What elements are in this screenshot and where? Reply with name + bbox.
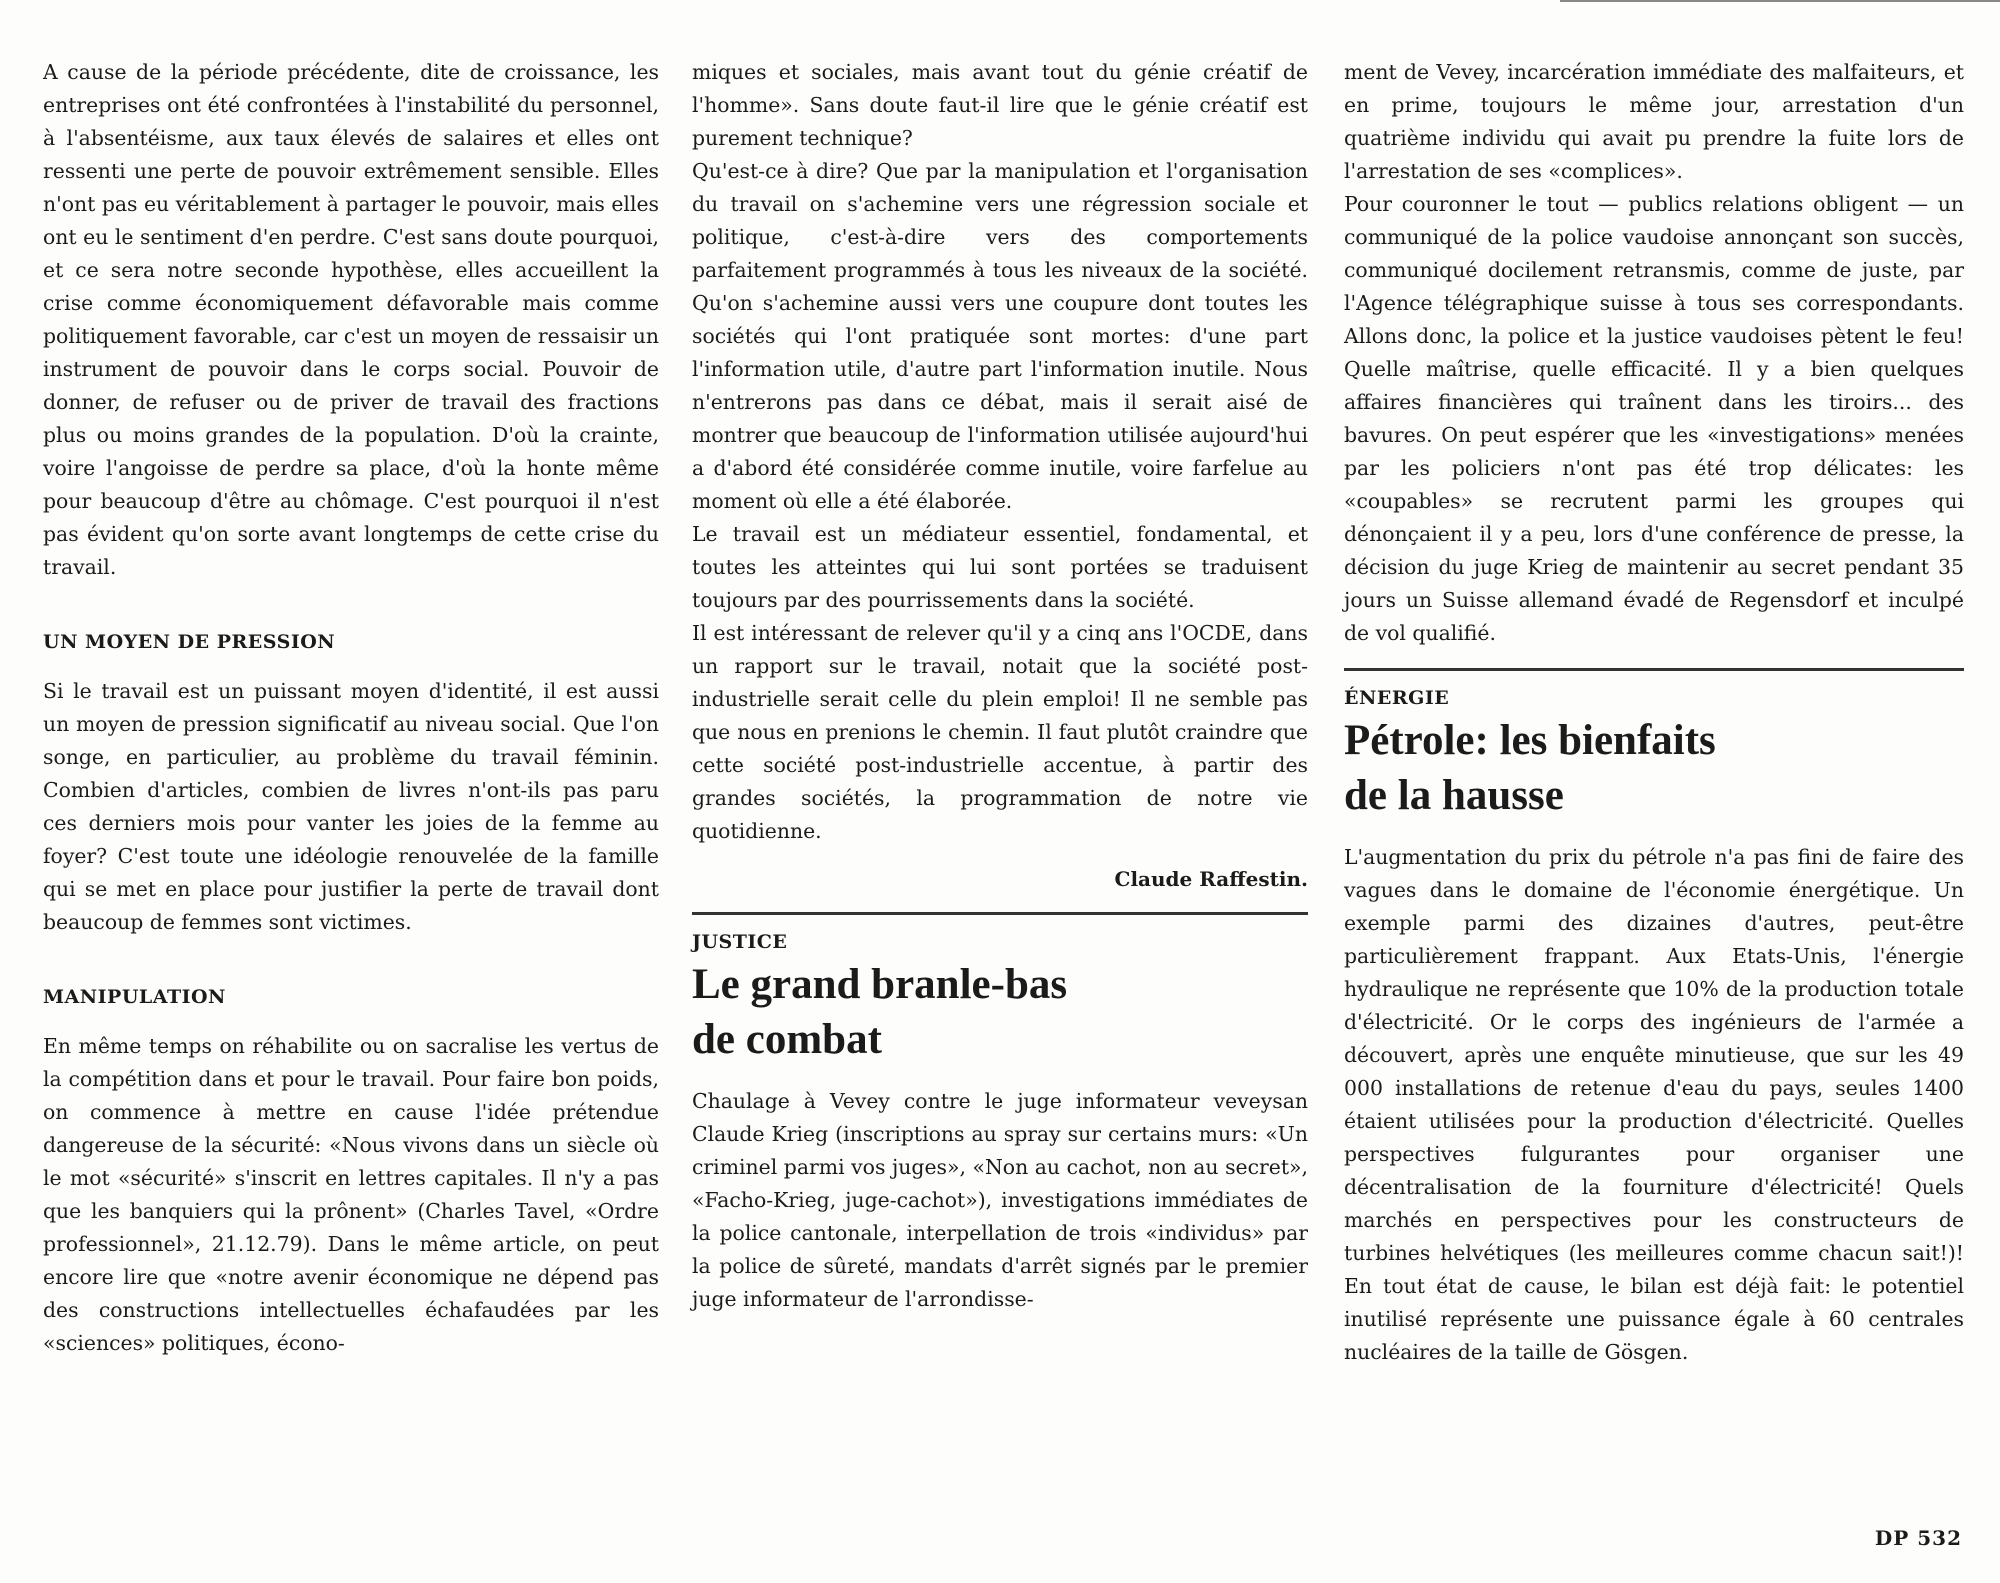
manipulation-paragraph: En même temps on réhabilite ou on sacralise les vertus de la compétition dans et pour le travail. Pour faire bon poids, on commence à mettre en cause l'idée prétendue dangereuse de la sécurité: «Nous vivons dans un siècle où le mot «sécurité» s'inscrit en lettres capitales. Il n'y a pas que les banquiers qui la prônent» (Charles Tavel, «Ordre professionnel», 21.12.79). Dans le même article, on peut encore lire que «notre avenir économique ne dépend pas des constructions intellectuelles échafaudées par les «sciences» politiques, écono- — [43, 1034, 659, 1355]
energy-paragraph: L'augmentation du prix du pétrole n'a pas fini de faire des vagues dans le domaine de l'économie énergétique. Un exemple parmi des dizaines d'autres, peut-être particulièrement frappant. Aux Etats-Unis, l'énergie hydraulique ne représente que 10% de la production totale d'électricité. Or le corps des ingénieurs de l'armée a découvert, après une enquête minutieuse, que sur les 49 000 installations de retenue d'eau du pays, seules 1400 étaient utilisées pour la production d'électricité. Quelles perspectives fulgurantes pour organiser une décentralisation de la fourniture d'électricité! Quels marchés en perspectives pour les constructeurs de turbines helvétiques (les meilleures comme chacun sait!)! En tout état de cause, le bilan est déjà fait: le potentiel inutilisé représente une puissance égale à 60 centrales nucléaires de la taille de Gösgen. — [1344, 845, 1964, 1364]
title-line: Le grand branle-bas — [692, 961, 1068, 1008]
column-2 — [692, 56, 1308, 1316]
section-rubric-justice: JUSTICE — [692, 931, 788, 953]
justice-paragraph: Chaulage à Vevey contre le juge informateur veveysan Claude Krieg (inscriptions au spray sur certains murs: «Un criminel parmi vos juges», «Non au cachot, non au secret», «Facho-Krieg, juge-cachot»), investigations immédiates de la police cantonale, interpellation de trois «individus» par la police de sûreté, mandats d'arrêt signés par le premier juge informateur de l'arrondisse- — [692, 1089, 1308, 1311]
title-line: Pétrole: les bienfaits — [1344, 717, 1716, 764]
paragraph: Il est intéressant de relever qu'il y a cinq ans l'OCDE, dans un rapport sur le travail, notait que la société post-industrielle serait celle du plein emploi! Il ne semble pas que nous en prenions le chemin. Il faut plutôt craindre que cette société post-industrielle accentue, à partir des grandes sociétés, la programmation de notre vie quotidienne. — [692, 621, 1308, 843]
section-divider — [1344, 668, 1964, 671]
title-line: de la hausse — [1344, 772, 1564, 819]
paragraph: Qu'est-ce à dire? Que par la manipulation et l'organisation du travail on s'achemine vers une régression sociale et politique, c'est-à-dire vers des comportements parfaitement programmés à tous les niveaux de la société. Qu'on s'achemine aussi vers une coupure dont toutes les sociétés qui l'ont pratiquée sont mortes: d'une part l'information utile, d'autre part l'information inutile. Nous n'entrerons pas dans ce débat, mais il serait aisé de montrer que beaucoup de l'information utilisée aujourd'hui a d'abord été considérée comme inutile, voire farfelue au moment où elle a été élaborée. — [692, 159, 1308, 513]
paragraph: miques et sociales, mais avant tout du génie créatif de l'homme». Sans doute faut-il lire que le génie créatif est purement technique? — [692, 60, 1308, 150]
column-1 — [43, 56, 659, 1360]
column-3 — [1344, 56, 1964, 1369]
section-divider — [692, 912, 1308, 915]
paragraph: Pour couronner le tout — publics relations obligent — un communiqué de la police vaudoise annonçant son succès, communiqué docilement retransmis, comme de juste, par l'Agence télégraphique suisse à tous ses correspondants. Allons donc, la police et la justice vaudoises pètent le feu! Quelle maîtrise, quelle efficacité. Il y a bien quelques affaires financières qui traînent dans les tiroirs... des bavures. On peut espérer que les «investigations» menées par les policiers n'ont pas été trop délicates: les «coupables» se recrutent parmi les groupes qui dénonçaient il y a peu, lors d'une conférence de presse, la décision du juge Krieg de maintenir au secret pendant 35 jours un Suisse allemand évadé de Regensdorf et inculpé de vol qualifié. — [1344, 192, 1964, 645]
article-title-justice — [692, 957, 1308, 1067]
paragraph: ment de Vevey, incarcération immédiate des malfaiteurs, et en prime, toujours le même jour, arrestation d'un quatrième individu qui avait pu prendre la fuite lors de l'arrestation de ses «complices». — [1344, 60, 1964, 183]
author-signature: Claude Raffestin. — [1114, 867, 1308, 891]
page-footer: DP 532 — [1874, 1526, 1962, 1550]
subheading-pression: UN MOYEN DE PRESSION — [43, 631, 336, 653]
top-rule — [1560, 0, 2000, 2]
article-title-energie — [1344, 713, 1964, 823]
subheading-manipulation: MANIPULATION — [43, 986, 226, 1008]
section-rubric-energie: ÉNERGIE — [1344, 687, 1450, 709]
title-line: de combat — [692, 1016, 882, 1063]
paragraph: Le travail est un médiateur essentiel, fondamental, et toutes les atteintes qui lui sont portées se traduisent toujours par des pourrissements dans la société. — [692, 522, 1308, 612]
intro-paragraph: A cause de la période précédente, dite de croissance, les entreprises ont été confrontées à l'instabilité du personnel, à l'absentéisme, aux taux élevés de salaires et elles ont ressenti une perte de pouvoir extrêmement sensible. Elles n'ont pas eu véritablement à partager le pouvoir, mais elles ont eu le sentiment d'en perdre. C'est sans doute pourquoi, et ce sera notre seconde hypothèse, elles accueillent la crise comme économiquement défavorable mais comme politiquement favorable, car c'est un moyen de ressaisir un instrument de pouvoir dans le corps social. Pouvoir de donner, de refuser ou de priver de travail des fractions plus ou moins grandes de la population. D'où la crainte, voire l'angoisse de perdre sa place, d'où la honte même pour beaucoup d'être au chômage. C'est pourquoi il n'est pas évident qu'on sorte avant longtemps de cette crise du travail. — [43, 60, 659, 579]
pression-paragraph: Si le travail est un puissant moyen d'identité, il est aussi un moyen de pression significatif au niveau social. Que l'on songe, en particulier, au problème du travail féminin. Combien d'articles, combien de livres n'ont-ils pas paru ces derniers mois pour vanter les joies de la femme au foyer? C'est toute une idéologie renouvelée de la famille qui se met en place pour justifier la perte de travail dont beaucoup de femmes sont victimes. — [43, 679, 659, 934]
